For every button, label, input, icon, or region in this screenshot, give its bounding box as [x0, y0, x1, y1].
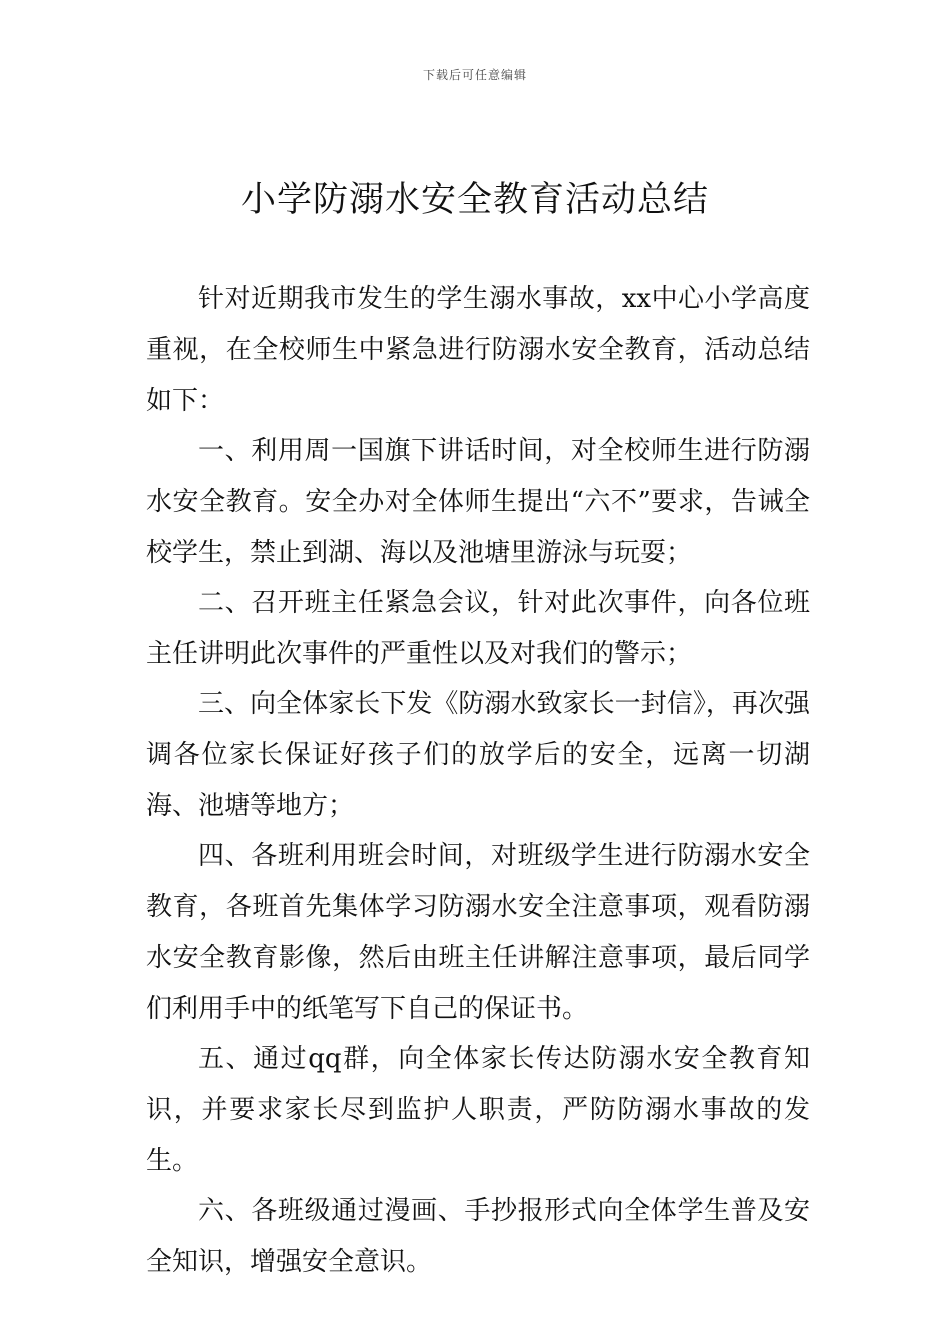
paragraph-intro: 针对近期我市发生的学生溺水事故，xx中心小学高度重视，在全校师生中紧急进行防溺水安全教育，活动总结如下： [146, 284, 810, 416]
header-note: 下载后可任意编辑 [422, 68, 527, 82]
document-title: 小学防溺水安全教育活动总结 [240, 180, 709, 220]
paragraph-item-5: 五、通过qq群，向全体家长传达防溺水安全教育知识，并要求家长尽到监护人职责，严防防溺水事故的发生。 [146, 1044, 810, 1176]
paragraph-item-1: 一、利用周一国旗下讲话时间，对全校师生进行防溺水安全教育。安全办对全体师生提出“六不”要求，告诫全校学生，禁止到湖、海以及池塘里游泳与玩耍； [146, 436, 810, 568]
paragraph-item-6: 六、各班级通过漫画、手抄报形式向全体学生普及安全知识，增强安全意识。 [146, 1196, 810, 1277]
document-body [146, 274, 810, 1287]
paragraph-item-3: 三、向全体家长下发《防溺水致家长一封信》，再次强调各位家长保证好孩子们的放学后的安全，远离一切湖海、池塘等地方； [146, 689, 810, 821]
paragraph-item-4: 四、各班利用班会时间，对班级学生进行防溺水安全教育，各班首先集体学习防溺水安全注意事项，观看防溺水安全教育影像，然后由班主任讲解注意事项，最后同学们利用手中的纸笔写下自己的保证书。 [146, 841, 810, 1024]
paragraph-item-2: 二、召开班主任紧急会议，针对此次事件，向各位班主任讲明此次事件的严重性以及对我们的警示； [146, 588, 810, 669]
